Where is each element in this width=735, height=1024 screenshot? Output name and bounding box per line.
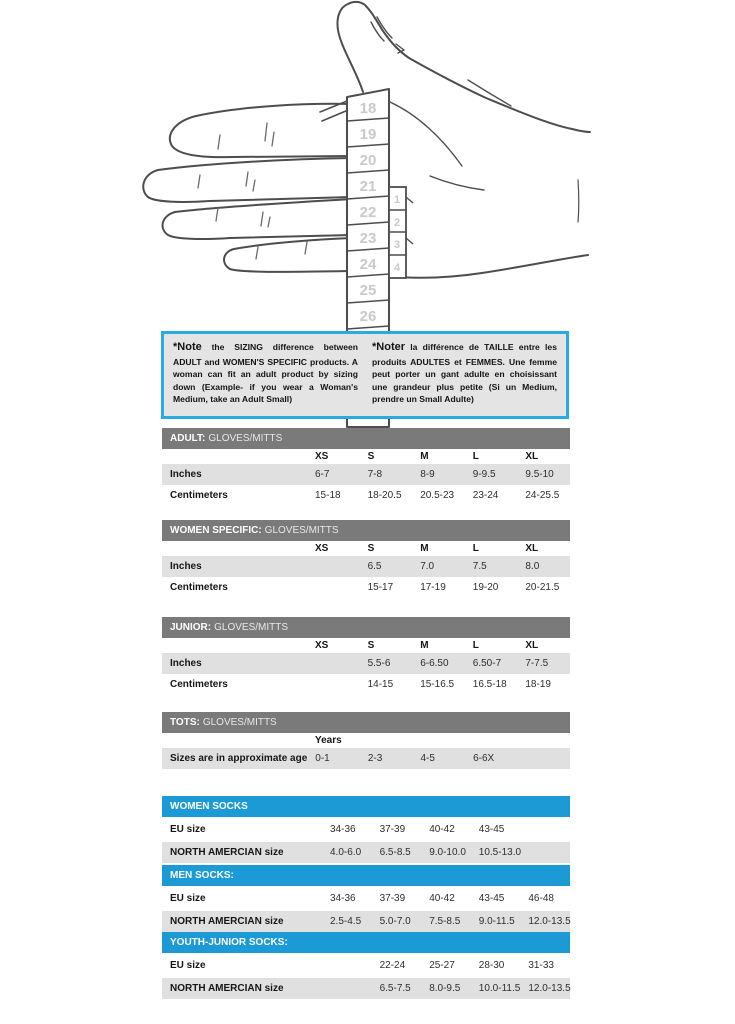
tape-number: 1 — [393, 194, 401, 206]
cell-value: 2-3 — [367, 753, 383, 764]
table-row-eu-size — [162, 955, 570, 976]
section-title: MEN SOCKS: — [170, 870, 234, 881]
spacer — [162, 449, 307, 464]
cell-value: 25-27 — [429, 960, 455, 971]
cell-value — [520, 819, 570, 840]
table-row-inches — [162, 464, 570, 485]
cell-value: 20-21.5 — [525, 582, 560, 593]
spacer — [162, 638, 307, 653]
col-header: XL — [525, 543, 539, 554]
cell-value: 6.5-7.5 — [379, 983, 411, 994]
col-header: XL — [525, 451, 539, 462]
cell-value: 9.0-10.0 — [429, 847, 466, 858]
col-header: L — [472, 640, 479, 651]
women-gloves-header — [162, 520, 570, 541]
cell-value: 43-45 — [478, 893, 505, 904]
tape-number: 20 — [359, 152, 377, 169]
section-title: YOUTH-JUNIOR SOCKS: — [170, 937, 288, 948]
measuring-tape-inch — [389, 187, 413, 278]
cell-value — [322, 978, 372, 999]
row-label: EU size — [170, 893, 206, 904]
cell-value: 6-7 — [315, 469, 330, 480]
table-row-na-size — [162, 978, 570, 999]
cell-value: 10.5-13.0 — [478, 847, 522, 858]
years-column-header — [162, 733, 570, 748]
women-socks-header — [162, 796, 570, 817]
cell-value: 7-8 — [367, 469, 383, 480]
junior-gloves-table — [162, 617, 570, 695]
col-header: S — [367, 451, 375, 462]
col-header: S — [367, 543, 375, 554]
note-lead-fr: *Noter — [372, 341, 406, 353]
cell-value: 18-19 — [525, 679, 551, 690]
cell-value: 12.0-13.5 — [528, 916, 571, 927]
tape-number: 19 — [359, 126, 377, 143]
cell-value — [307, 577, 360, 598]
note-english — [173, 340, 358, 410]
cell-value: 9.0-11.5 — [478, 916, 515, 927]
cell-value — [518, 748, 571, 769]
women-specific-gloves-table — [162, 520, 570, 598]
cell-value: 6.5 — [367, 561, 382, 572]
tape-number: 25 — [359, 282, 377, 299]
section-title: JUNIOR: — [170, 622, 212, 633]
row-label: Centimeters — [170, 582, 228, 593]
cell-value: 15-18 — [315, 490, 341, 501]
row-label: Inches — [170, 469, 202, 480]
cell-value: 43-45 — [478, 824, 505, 835]
note-french — [372, 340, 557, 410]
table-row-eu-size — [162, 888, 570, 909]
table-row-inches — [162, 653, 570, 674]
row-label: Centimeters — [170, 679, 228, 690]
tape-number: 18 — [359, 100, 377, 117]
tape-number: 26 — [359, 308, 377, 325]
section-title: WOMEN SOCKS — [170, 801, 248, 812]
cell-value — [307, 556, 360, 577]
size-column-headers — [162, 541, 570, 556]
adult-gloves-header — [162, 428, 570, 449]
cell-value: 8.0-9.5 — [429, 983, 461, 994]
table-row-na-size — [162, 842, 570, 863]
cell-value: 37-39 — [379, 893, 406, 904]
table-row-centimeters — [162, 485, 570, 506]
table-row-ages — [162, 748, 570, 769]
cell-value: 18-20.5 — [367, 490, 402, 501]
cell-value — [307, 674, 360, 695]
tape-number: 22 — [359, 204, 377, 221]
table-row-centimeters — [162, 577, 570, 598]
col-header: M — [420, 451, 429, 462]
section-subtitle: GLOVES/MITTS — [264, 525, 339, 536]
col-header: XS — [315, 451, 329, 462]
cell-value: 6-6X — [473, 753, 495, 764]
cell-value: 9.5-10 — [525, 469, 554, 480]
table-row-eu-size — [162, 819, 570, 840]
section-subtitle: GLOVES/MITTS — [208, 433, 283, 444]
cell-value: 8-9 — [420, 469, 435, 480]
cell-value: 17-19 — [420, 582, 446, 593]
section-title: ADULT: — [170, 433, 206, 444]
spacer — [162, 541, 307, 556]
tape-number: 21 — [359, 178, 377, 195]
cell-value: 10.0-11.5 — [478, 983, 521, 994]
cell-value: 14-15 — [367, 679, 394, 690]
tots-gloves-header — [162, 712, 570, 733]
row-label: EU size — [170, 824, 206, 835]
cell-value: 37-39 — [379, 824, 406, 835]
cell-value — [307, 653, 360, 674]
junior-gloves-header — [162, 617, 570, 638]
note-body-en: the SIZING difference between ADULT and WOMEN'S SPECIFIC products. A woman can fit an adult product by sizing down (Example- if you wear a Woman's Medium, take an Adult Small) — [173, 342, 359, 405]
cell-value: 7.5 — [472, 561, 487, 572]
table-row-centimeters — [162, 674, 570, 695]
col-header — [412, 733, 465, 748]
cell-value: 34-36 — [330, 824, 356, 835]
adult-gloves-table — [162, 428, 570, 506]
col-header: S — [367, 640, 375, 651]
note-lead-en: *Note — [173, 341, 202, 353]
cell-value: 19-20 — [472, 582, 499, 593]
cell-value: 20.5-23 — [420, 490, 455, 501]
cell-value: 12.0-13.5 — [528, 983, 571, 994]
col-header: M — [420, 543, 429, 554]
men-socks-table — [162, 865, 570, 932]
cell-value: 23-24 — [472, 490, 499, 501]
cell-value: 6-6.50 — [420, 658, 449, 669]
cell-value: 5.5-6 — [367, 658, 391, 669]
tape-number: 2 — [393, 217, 401, 229]
note-body-fr: la différence de TAILLE entre les produits ADULTES et FEMMES. Une femme peut porter un gant adulte en choisissant une grandeur plus petite (Si un Medium, prendre un Small Adulte) — [372, 342, 557, 405]
section-title: WOMEN SPECIFIC: — [170, 525, 262, 536]
cell-value: 15-16.5 — [420, 679, 455, 690]
cell-value — [521, 842, 571, 863]
row-label: Inches — [170, 561, 202, 572]
cell-value: 0-1 — [315, 753, 330, 764]
col-header — [360, 733, 413, 748]
cell-value: 7-7.5 — [525, 658, 549, 669]
spacer — [162, 733, 307, 748]
cell-value: 22-24 — [379, 960, 406, 971]
cell-value: 24-25.5 — [525, 490, 560, 501]
cell-value: 7.0 — [420, 561, 435, 572]
row-label: NORTH AMERCIAN size — [170, 983, 284, 994]
col-header — [517, 733, 570, 748]
cell-value: 7.5-8.5 — [429, 916, 461, 927]
row-label: Centimeters — [170, 490, 228, 501]
row-label: Sizes are in approximate age — [170, 753, 308, 764]
row-label: Inches — [170, 658, 202, 669]
col-header: L — [472, 451, 479, 462]
cell-value: 2.5-4.5 — [330, 916, 362, 927]
tape-number: 24 — [359, 256, 377, 273]
table-row-na-size — [162, 911, 570, 932]
sizing-note-box — [161, 331, 569, 419]
section-subtitle: GLOVES/MITTS — [214, 622, 289, 633]
size-column-headers — [162, 638, 570, 653]
cell-value: 6.5-8.5 — [379, 847, 411, 858]
row-label: NORTH AMERCIAN size — [170, 847, 284, 858]
cell-value: 15-17 — [367, 582, 394, 593]
cell-value: 31-33 — [528, 960, 554, 971]
size-column-headers — [162, 449, 570, 464]
youth-socks-header — [162, 932, 570, 953]
table-row-inches — [162, 556, 570, 577]
cell-value — [322, 955, 372, 976]
row-label: NORTH AMERCIAN size — [170, 916, 284, 927]
col-header: Years — [315, 735, 342, 746]
tape-number: 23 — [359, 230, 377, 247]
cell-value: 40-42 — [429, 893, 455, 904]
women-socks-table — [162, 796, 570, 863]
tots-gloves-table — [162, 712, 570, 769]
col-header: XS — [315, 543, 329, 554]
cell-value: 4-5 — [420, 753, 435, 764]
cell-value: 5.0-7.0 — [379, 916, 411, 927]
tape-number: 4 — [393, 262, 401, 274]
men-socks-header — [162, 865, 570, 886]
col-header: XS — [315, 640, 329, 651]
section-title: TOTS: — [170, 717, 200, 728]
tape-number: 3 — [393, 239, 401, 251]
cell-value: 28-30 — [478, 960, 505, 971]
section-subtitle: GLOVES/MITTS — [202, 717, 277, 728]
col-header — [465, 733, 518, 748]
tape-cm-numbers — [360, 100, 377, 325]
row-label: EU size — [170, 960, 206, 971]
cell-value: 8.0 — [525, 561, 540, 572]
col-header: M — [420, 640, 429, 651]
col-header: XL — [525, 640, 539, 651]
size-tables — [162, 428, 570, 999]
cell-value: 16.5-18 — [472, 679, 507, 690]
cell-value: 6.50-7 — [472, 658, 502, 669]
cell-value: 46-48 — [528, 893, 554, 904]
cell-value: 4.0-6.0 — [330, 847, 362, 858]
youth-junior-socks-table — [162, 932, 570, 999]
cell-value: 34-36 — [330, 893, 356, 904]
cell-value: 40-42 — [429, 824, 455, 835]
col-header: L — [472, 543, 479, 554]
cell-value: 9-9.5 — [472, 469, 496, 480]
